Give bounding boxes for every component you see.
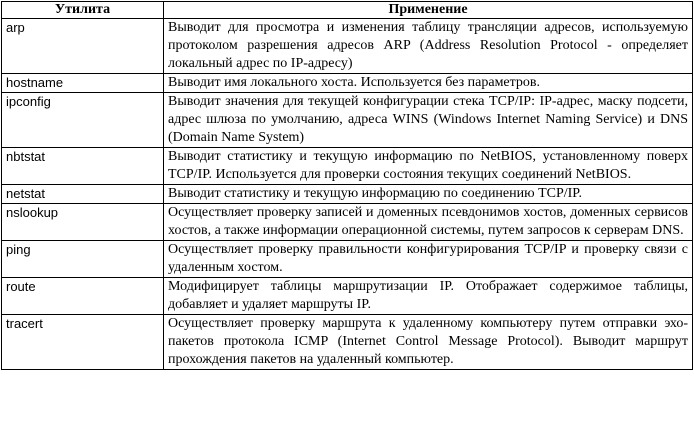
utility-name: ping <box>2 241 164 278</box>
utility-description: Осуществляет проверку маршрута к удаленному компьютеру путем отправки эхо-пакетов протокола ICMP (Internet Control Message Protocol). Выводит маршрут прохождения пакетов на удаленный компьютер. <box>164 315 693 370</box>
header-usage: Применение <box>164 2 693 19</box>
table-row <box>2 19 693 74</box>
table-row <box>2 148 693 185</box>
table-row <box>2 74 693 93</box>
utility-name: hostname <box>2 74 164 93</box>
utility-name: ipconfig <box>2 93 164 148</box>
table-row <box>2 185 693 204</box>
utility-description: Выводит для просмотра и изменения таблицу трансляции адресов, используемую протоколом разрешения адресов ARP (Address Resolution Protocol - определяет локальный адрес по IP-адресу) <box>164 19 693 74</box>
header-utility: Утилита <box>2 2 164 19</box>
utility-description: Осуществляет проверку записей и доменных псевдонимов хостов, доменных сервисов хостов, а также информации операционной системы, путем запросов к серверам DNS. <box>164 204 693 241</box>
table-row <box>2 278 693 315</box>
utility-name: netstat <box>2 185 164 204</box>
table-header-row <box>2 2 693 19</box>
utility-name: arp <box>2 19 164 74</box>
table-row <box>2 204 693 241</box>
utilities-table <box>1 1 693 370</box>
utility-name: route <box>2 278 164 315</box>
table-row <box>2 241 693 278</box>
utility-description: Выводит статистику и текущую информацию по NetBIOS, установленному поверх TCP/IP. Используется для проверки состояния текущих соединений NetBIOS. <box>164 148 693 185</box>
utility-description: Осуществляет проверку правильности конфигурирования TCP/IP и проверку связи с удаленным хостом. <box>164 241 693 278</box>
utility-name: nslookup <box>2 204 164 241</box>
utility-description: Выводит имя локального хоста. Используется без параметров. <box>164 74 693 93</box>
utility-description: Выводит значения для текущей конфигурации стека TCP/IP: IP-адрес, маску подсети, адрес шлюза по умолчанию, адреса WINS (Windows Internet Naming Service) и DNS (Domain Name System) <box>164 93 693 148</box>
table-row <box>2 315 693 370</box>
utility-description: Выводит статистику и текущую информацию по соединению TCP/IP. <box>164 185 693 204</box>
utility-name: nbtstat <box>2 148 164 185</box>
utility-description: Модифицирует таблицы маршрутизации IP. Отображает содержимое таблицы, добавляет и удаляет маршруты IP. <box>164 278 693 315</box>
utility-name: tracert <box>2 315 164 370</box>
table-row <box>2 93 693 148</box>
